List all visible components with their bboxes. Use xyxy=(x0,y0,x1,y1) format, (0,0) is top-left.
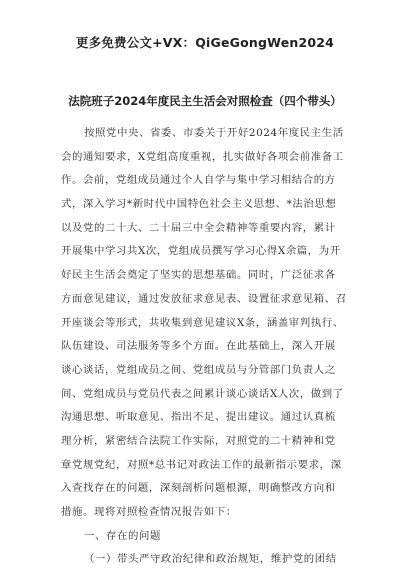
body-line: 沟通思想、听取意见、指出不足、提出建议。通过认真梳 xyxy=(61,411,336,424)
body-line: 谈心谈话，党组成员之间、党组成员与分管部门负责人之 xyxy=(61,363,336,376)
body-line: 方面意见建议，通过发放征求意见表、设置征求意见箱、召 xyxy=(61,292,347,305)
body-line: 开展集中学习共X次，党组成员撰写学习心得X余篇，为开 xyxy=(61,245,341,258)
watermark-header: 更多免费公文+VX：QiGeGongWen2024 xyxy=(75,35,335,50)
body-line: 措施。现将对照检查情况报告如下： xyxy=(61,506,237,518)
body-line: 间、党组成员与党员代表之间累计谈心谈话X人次，做到了 xyxy=(61,387,344,400)
subsection-heading: （一）带头严守政治纪律和政治规矩，维护党的团结 xyxy=(84,553,337,566)
body-line: 理分析，紧密结合法院工作实际，对照党的二十精神和党 xyxy=(61,434,336,447)
body-line: 按照党中央、省委、市委关于开好2024年度民主生活 xyxy=(84,127,344,139)
body-line: 开座谈会等形式，共收集到意见建议X条，涵盖审判执行、 xyxy=(61,316,344,329)
document-title: 法院班子2024年度民主生活会对照检查（四个带头） xyxy=(68,94,342,108)
body-line: 队伍建设、司法服务等多个方面。在此基础上，深入开展 xyxy=(61,340,336,353)
body-line: 作。会前，党组成员通过个人自学与集中学习相结合的方 xyxy=(61,174,336,187)
body-line: 以及党的二十大、二十届三中全会精神等重要内容，累计 xyxy=(61,221,336,234)
document-body xyxy=(61,122,351,572)
body-line: 章党规党纪，对照*总书记对政法工作的最新指示要求，深 xyxy=(61,458,342,471)
section-heading: 一、存在的问题 xyxy=(84,529,161,542)
body-line: 会的通知要求，X党组高度重视，扎实做好各项会前准备工 xyxy=(61,150,344,163)
body-line: 好民主生活会奠定了坚实的思想基础。同时，广泛征求各 xyxy=(61,269,336,282)
body-line: 式，深入学习*新时代中国特色社会主义思想、*法治思想 xyxy=(61,198,337,211)
body-line: 入查找存在的问题，深刻剖析问题根源，明确整改方向和 xyxy=(61,482,336,495)
